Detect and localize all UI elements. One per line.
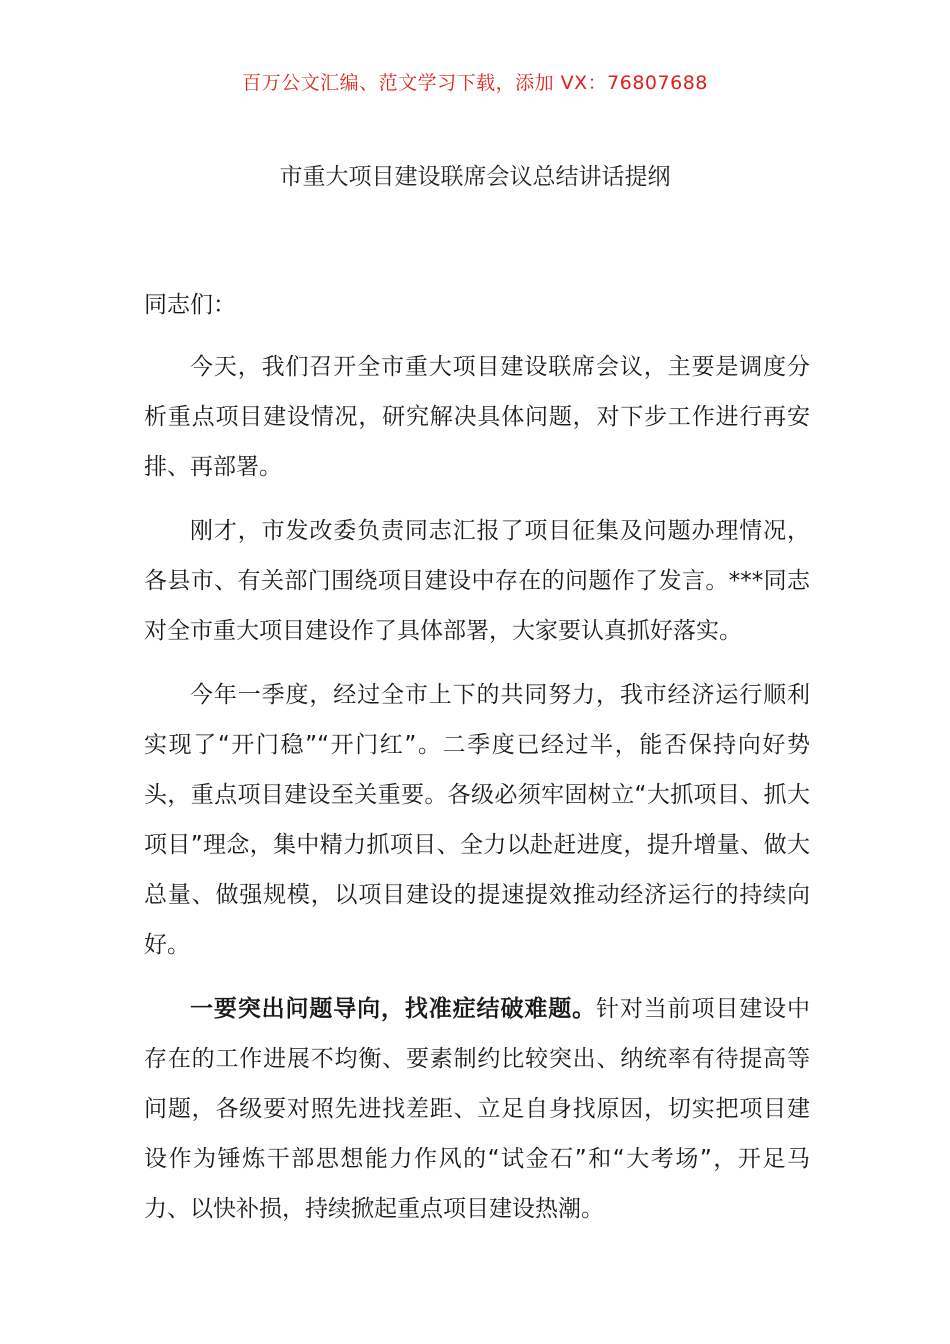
salutation: 同志们：: [144, 292, 236, 318]
header-note: 百万公文汇编、范文学习下载，添加 VX：76807688: [242, 72, 708, 94]
document-body: [144, 280, 810, 1248]
paragraph-3-text: 今年一季度，经过全市上下的共同努力，我市经济运行顺利实现了“开门稳”“开门红”。二季度已经过半，能否保持向好势头，重点项目建设至关重要。各级必须牢固树立“大抓项目、抓大项目”理念，集中精力抓项目、全力以赴赶进度，提升增量、做大总量、做强规模，以项目建设的提速提效推动经济运行的持续向好。: [144, 682, 810, 958]
paragraph-4-lead: 一要突出问题导向，找准症结破难题。: [190, 996, 596, 1022]
paragraph-4: [144, 984, 810, 1234]
paragraph-2-text: 刚才，市发改委负责同志汇报了项目征集及问题办理情况，各县市、有关部门围绕项目建设中存在的问题作了发言。***同志对全市重大项目建设作了具体部署，大家要认真抓好落实。: [144, 518, 810, 644]
paragraph-1-text: 今天，我们召开全市重大项目建设联席会议，主要是调度分析重点项目建设情况，研究解决具体问题，对下步工作进行再安排、再部署。: [144, 354, 810, 480]
paragraph-4-text: 针对当前项目建设中存在的工作进展不均衡、要素制约比较突出、纳统率有待提高等问题，各级要对照先进找差距、立足自身找原因，切实把项目建设作为锤炼干部思想能力作风的“试金石”和“大考场”，开足马力、以快补损，持续掀起重点项目建设热潮。: [144, 996, 811, 1222]
paragraph-1: [144, 342, 810, 492]
paragraph-3: [144, 670, 810, 970]
document-title: 市重大项目建设联席会议总结讲话提纲: [279, 164, 671, 190]
paragraph-2: [144, 506, 810, 656]
